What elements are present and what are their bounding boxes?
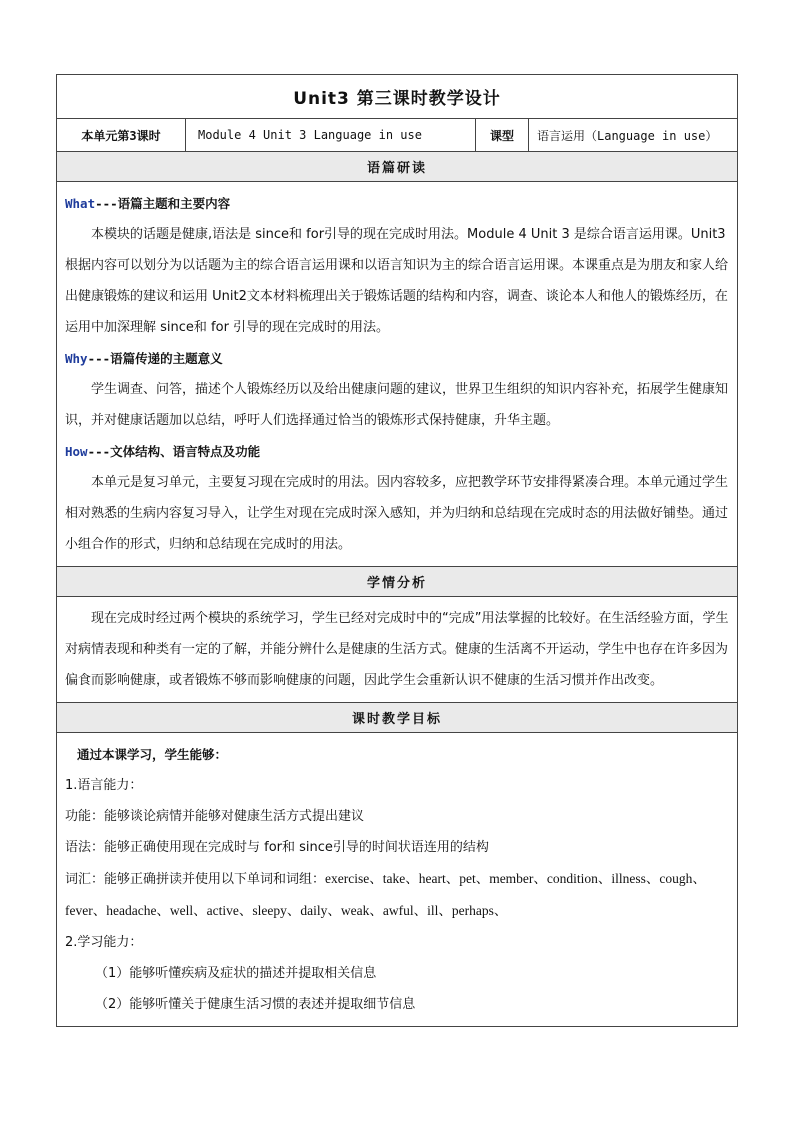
why-rest: ---语篇传递的主题意义 (87, 351, 223, 366)
how-heading (65, 436, 729, 467)
what-heading (65, 188, 729, 219)
unit-lesson-label: 本单元第3课时 (57, 119, 186, 151)
goals-intro: 通过本课学习，学生能够： (77, 747, 228, 762)
how-key: How (65, 444, 88, 459)
vocab-label: 词汇：能够正确拼读并使用以下单词和词组： (65, 872, 326, 887)
goal-item-2: （2）能够听懂关于健康生活习惯的表述并提取细节信息 (95, 997, 416, 1012)
info-row (57, 119, 737, 152)
goal-language-ability: 1.语言能力： (65, 778, 143, 793)
why-heading (65, 343, 729, 374)
section-heading-analysis: 学情分析 (57, 566, 737, 597)
goals-section (57, 733, 737, 1026)
section-heading-reading: 语篇研读 (57, 152, 737, 182)
how-rest: ---文体结构、语言特点及功能 (87, 444, 261, 459)
reading-section (57, 182, 737, 566)
lesson-type-label: 课型 (476, 119, 529, 151)
goal-function: 功能：能够谈论病情并能够对健康生活方式提出建议 (65, 809, 365, 824)
why-key: Why (65, 351, 88, 366)
section-heading-goals: 课时教学目标 (57, 702, 737, 733)
page-title: Unit3 第三课时教学设计 (293, 89, 501, 109)
analysis-section (57, 597, 737, 702)
goal-item-1: （1）能够听懂疾病及症状的描述并提取相关信息 (95, 966, 377, 981)
title-row (57, 75, 737, 119)
what-paragraph: 本模块的话题是健康,语法是 since和 for引导的现在完成时用法。Module 4 Unit 3 是综合语言运用课。Unit3根据内容可以划分为以话题为主的综合语言运用课和以语言知识为主的综合语言运用课。本课重点是为朋友和家人给出健康锻炼的建议和运用 Unit2文本材料梳理出关于锻炼话题的结构和内容，调查、谈论本人和他人的锻炼经历，在运用中加深理解 since和 for 引导的现在完成时的用法。 (65, 227, 729, 335)
how-paragraph: 本单元是复习单元，主要复习现在完成时的用法。因内容较多，应把教学环节安排得紧凑合理。本单元通过学生相对熟悉的生病内容复习导入，让学生对现在完成时深入感知，并为归纳和总结现在完成时态的用法做好铺垫。通过小组合作的形式，归纳和总结现在完成时的用法。 (65, 475, 729, 552)
analysis-paragraph: 现在完成时经过两个模块的系统学习，学生已经对完成时中的“完成”用法掌握的比较好。在生活经验方面，学生对病情表现和种类有一定的了解，并能分辨什么是健康的生活方式。健康的生活离不开运动，学生中也存在许多因为偏食而影响健康，或者锻炼不够而影响健康的问题，因此学生会重新认识不健康的生活习惯并作出改变。 (65, 611, 729, 688)
vocab-words: exercise、take、heart、pet、member、condition、illness、cough、fever、headache、well、active、sleepy、daily、weak、awful、ill、perhaps、 (65, 871, 706, 918)
what-key: What (65, 196, 96, 211)
why-paragraph: 学生调查、问答，描述个人锻炼经历以及给出健康问题的建议，世界卫生组织的知识内容补充，拓展学生健康知识，并对健康话题加以总结，呼吁人们选择通过恰当的锻炼形式保持健康，升华主题。 (65, 382, 729, 428)
goal-learning-ability: 2.学习能力： (65, 935, 143, 950)
lesson-type-value: 语言运用（Language in use） (537, 128, 718, 143)
goal-grammar: 语法：能够正确使用现在完成时与 for和 since引导的时间状语连用的结构 (65, 840, 489, 855)
goal-vocabulary (65, 863, 729, 927)
what-rest: ---语篇主题和主要内容 (95, 196, 231, 211)
module-value: Module 4 Unit 3 Language in use (186, 119, 476, 151)
lesson-plan-table (56, 74, 738, 1027)
